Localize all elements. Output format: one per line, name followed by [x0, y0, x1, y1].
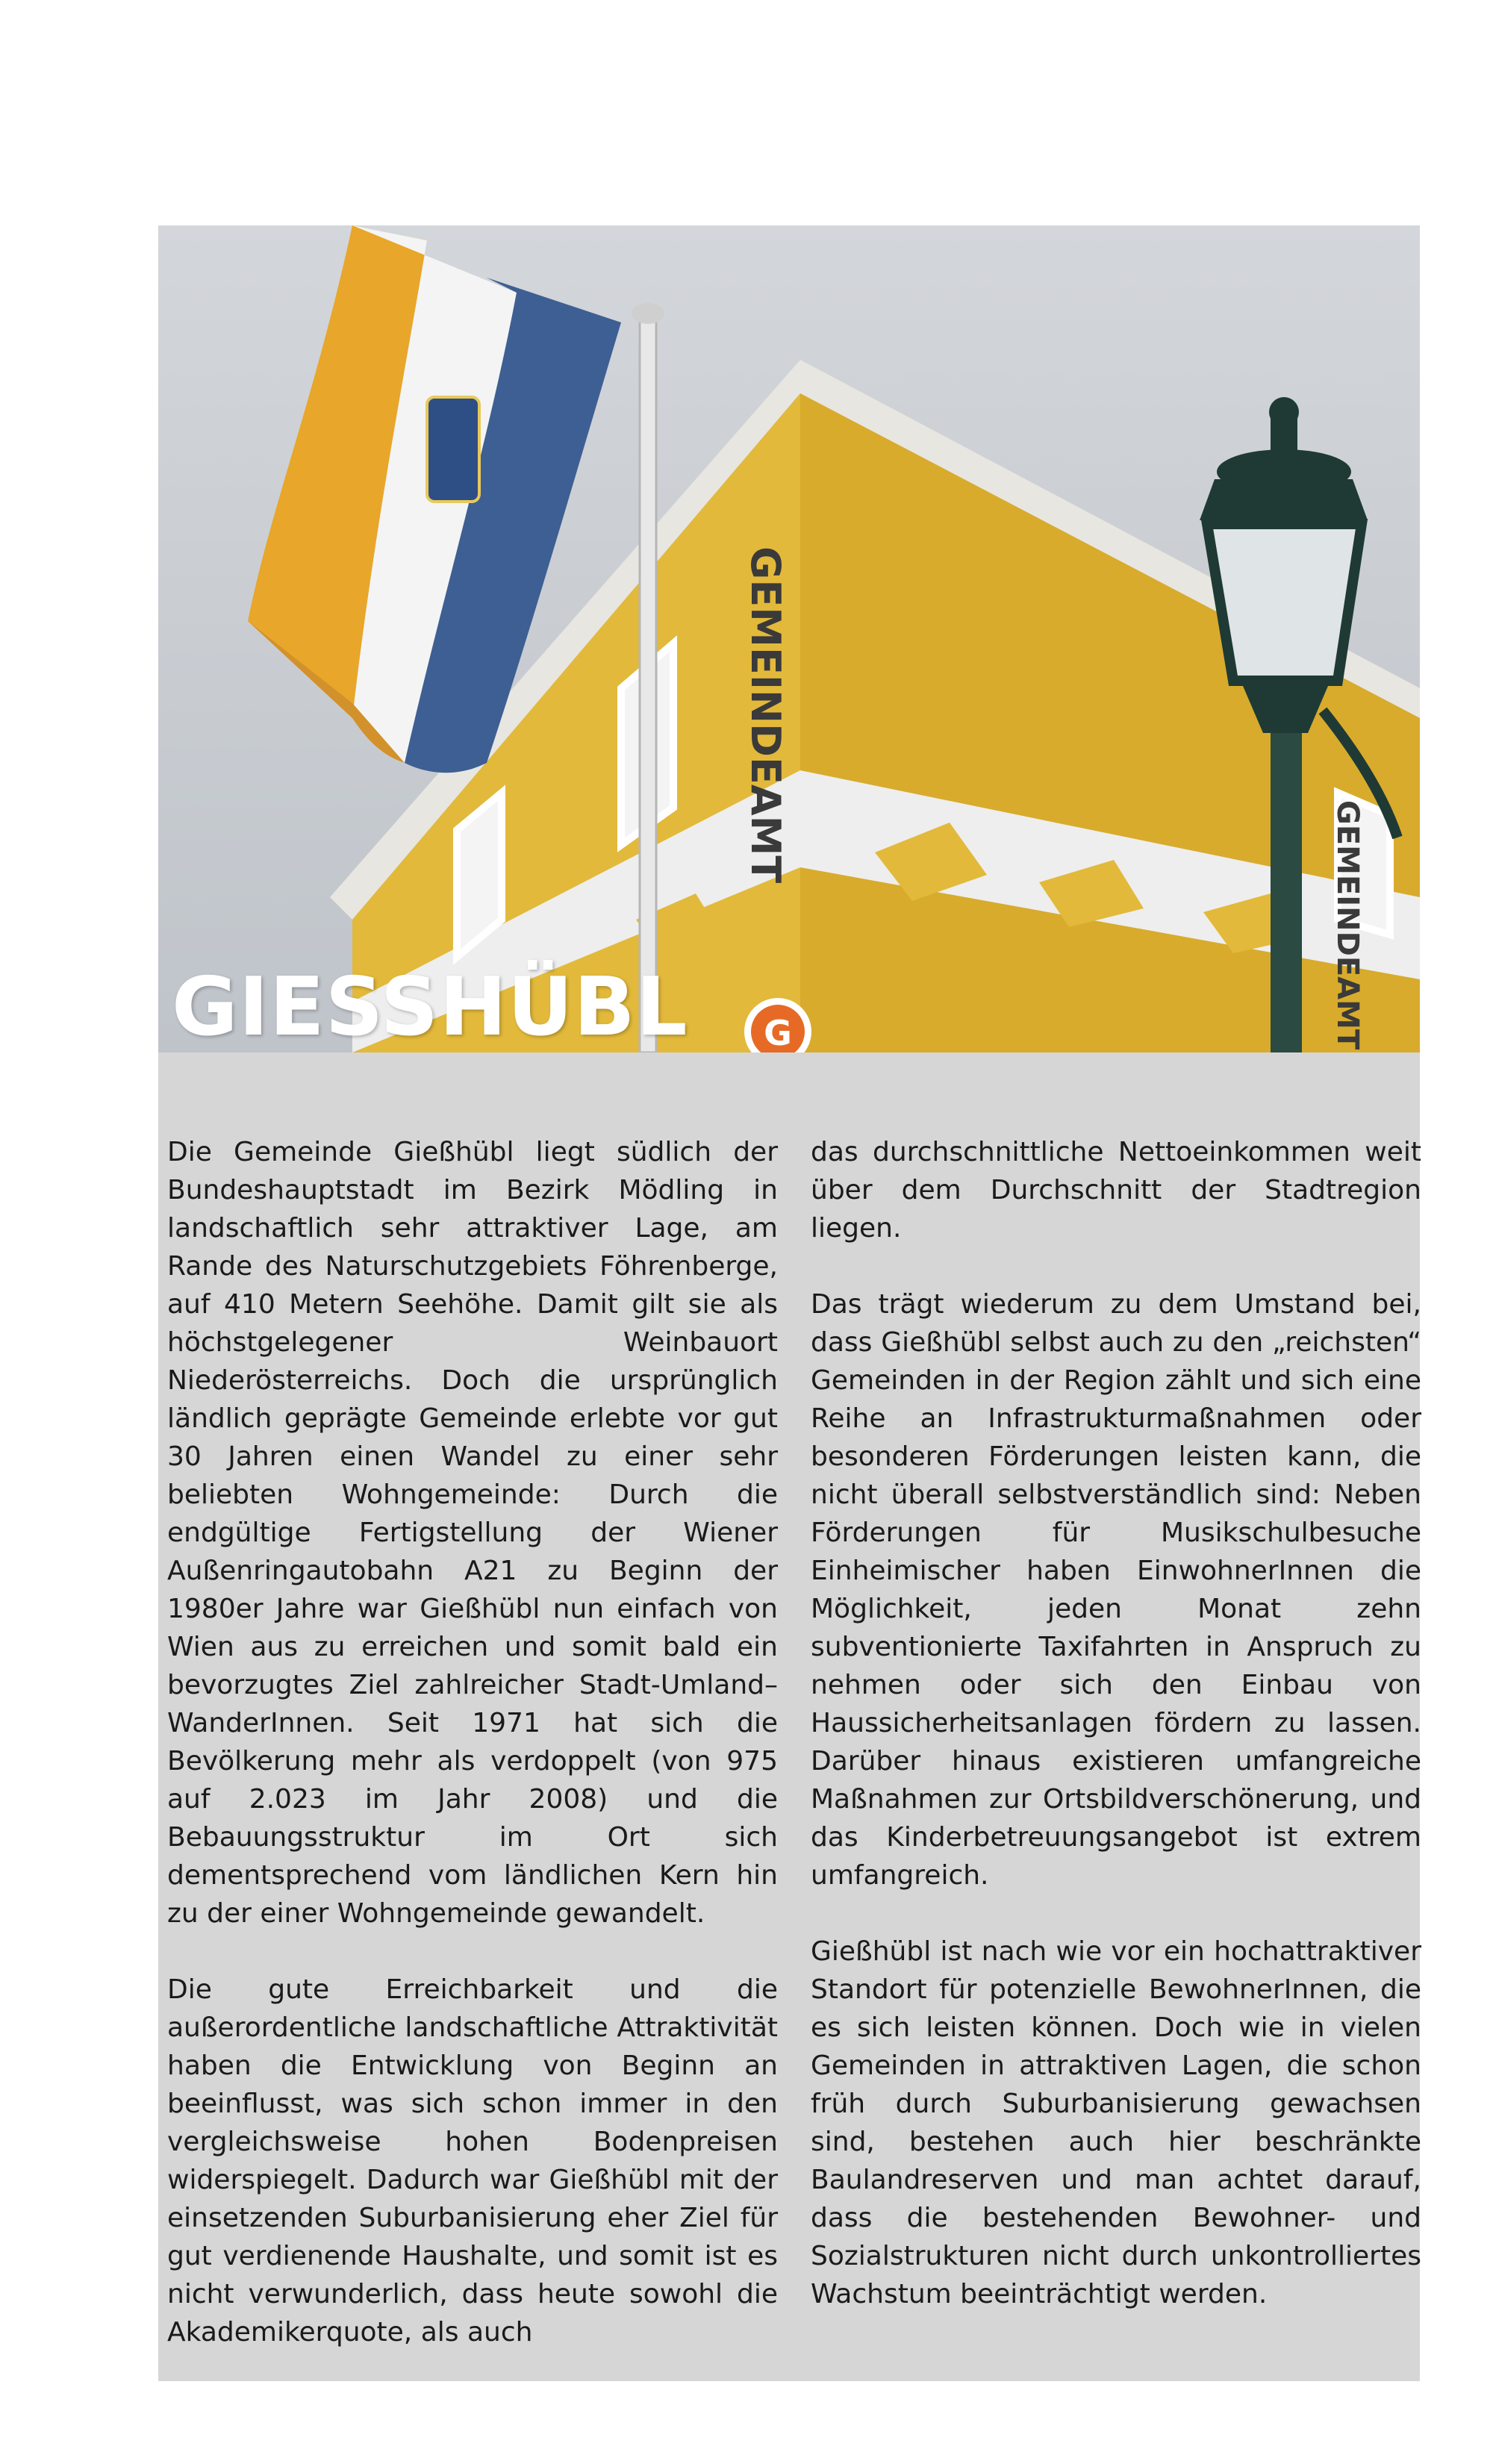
- flagpole-knob: [632, 303, 664, 324]
- logo-letter: G: [764, 1013, 792, 1052]
- page-title: GIESSHÜBL: [172, 961, 688, 1052]
- paragraph: Das trägt wiederum zu dem Umstand bei, dass Gießhübl selbst auch zu den „reichsten“ Gemeinden in der Region zählt und sich eine Reihe an Infrastrukturmaßnahmen oder besonderen Förderungen leisten kann, die nicht überall selbstverständlich sind: Neben Förderungen für Musikschulbesuche Einheimischer haben EinwohnerInnen die Möglichkeit, jeden Monat zehn subventionierte Taxifahrten in Anspruch zu nehmen oder sich den Einbau von Haussicherheitsanlagen fördern zu lassen. Darüber hinaus existieren umfangreiche Maßnahmen zur Ortsbildverschönerung, und das Kinderbetreuungsangebot ist extrem umfangreich.: [811, 1289, 1421, 1891]
- paragraph: Die gute Erreichbarkeit und die außerordentliche landschaftliche Attraktivität haben die Entwicklung von Beginn an beeinflusst, was sich schon immer in den vergleichsweise hohen Bodenpreisen widerspiegelt. Dadurch war Gießhübl mit der einsetzenden Suburbanisierung eher Ziel für gut verdienende Haushalte, und somit ist es nicht verwunderlich, dass heute sowohl die Akademikerquote, als auch: [167, 1974, 778, 2348]
- flag-coat-of-arms: [427, 397, 479, 502]
- paragraph: das durchschnittliche Nettoeinkommen weit über dem Durchschnitt der Stadtregion liegen.: [811, 1137, 1421, 1244]
- header-photo: [158, 225, 1420, 1052]
- text-panel: [158, 1052, 1420, 2381]
- sign-front-text: GEMEINDEAMT: [742, 546, 789, 884]
- paragraph: Die Gemeinde Gießhübl liegt südlich der Bundeshauptstadt im Bezirk Mödling in landschaftlich sehr attraktiver Lage, am Rande des Naturschutzgebiets Föhrenberge, auf 410 Metern Seehöhe. Damit gilt sie als höchstgelegener Weinbauort Niederösterreichs. Doch die ursprünglich ländlich geprägte Gemeinde erlebte vor gut 30 Jahren einen Wandel zu einer sehr beliebten Wohngemeinde: Durch die endgültige Fertigstellung der Wiener Außenringautobahn A21 zu Beginn der 1980er Jahre war Gießhübl nun einfach von Wien aus zu erreichen und somit bald ein bevorzugtes Ziel zahlreicher Stadt-Umland–WanderInnen. Seit 1971 hat sich die Bevölkerung mehr als verdoppelt (von 975 auf 2.023 im Jahr 2008) und die Bebauungsstruktur im Ort sich dementsprechend vom ländlichen Kern hin zu der einer Wohngemeinde gewandelt.: [167, 1137, 778, 1929]
- paragraph: Gießhübl ist nach wie vor ein hochattraktiver Standort für potenzielle BewohnerInnen, die es sich leisten können. Doch wie in vielen Gemeinden in attraktiven Lagen, die schon früh durch Suburbanisierung gewachsen sind, bestehen auch hier beschränkte Baulandreserven und man achtet darauf, dass die bestehenden Bewohner- und Sozialstrukturen nicht durch unkontrolliertes Wachstum beeinträchtigt werden.: [811, 1936, 1421, 2309]
- text-column-left: [167, 1133, 778, 2389]
- town-hall-photo: [158, 225, 1420, 1052]
- sign-side-text: GEMEINDEAMT: [1330, 800, 1365, 1050]
- text-column-right: [811, 1133, 1421, 2351]
- sign-front: [742, 546, 789, 883]
- flagpole: [640, 308, 656, 1052]
- sign-side: [1330, 800, 1365, 1050]
